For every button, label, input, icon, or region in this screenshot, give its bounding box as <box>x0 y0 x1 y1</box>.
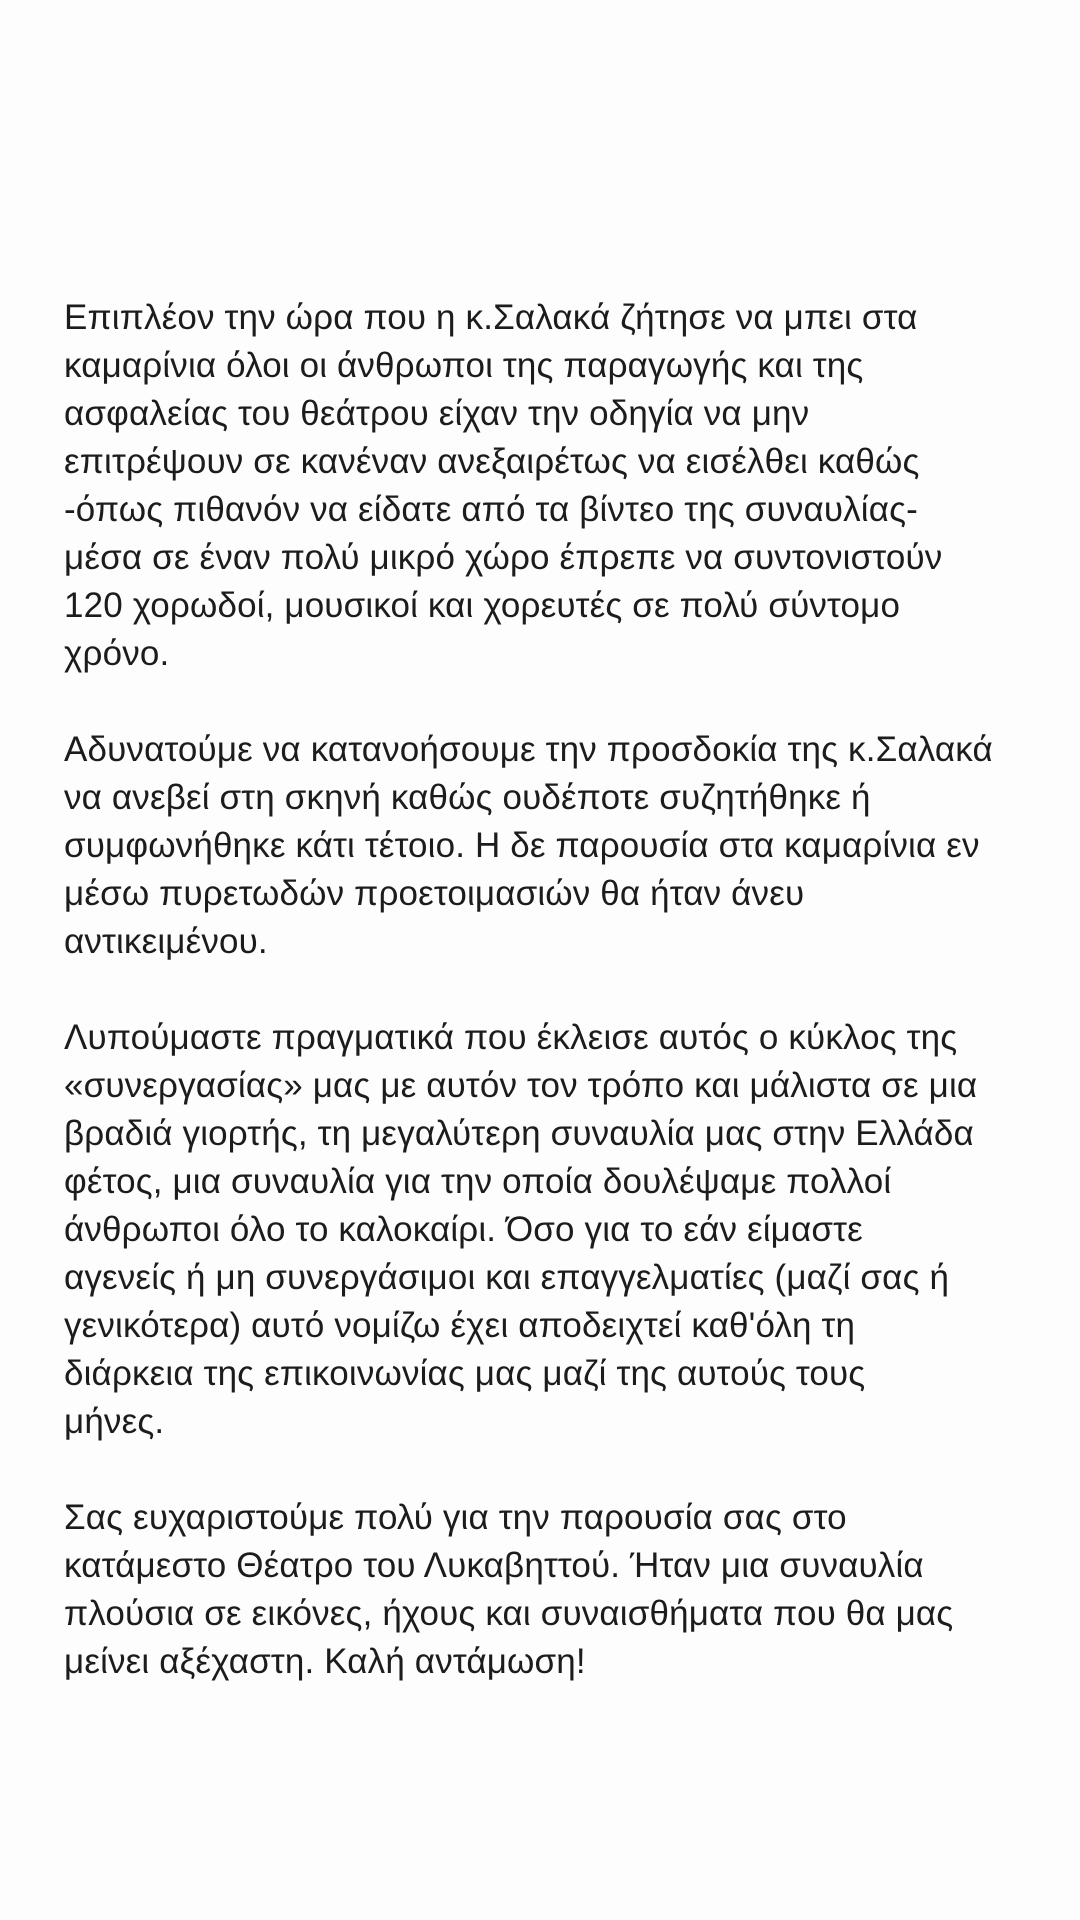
text-line: Επιπλέον την ώρα που η κ.Σαλακά ζήτησε να μπει στα <box>64 298 918 337</box>
text-line: καμαρίνια όλοι οι άνθρωποι της παραγωγής και της <box>64 346 864 385</box>
text-line: κατάμεστο Θέατρο του Λυκαβηττού. Ήταν μια συναυλία <box>64 1546 924 1585</box>
text-line: μέσω πυρετωδών προετοιμασιών θα ήταν άνευ <box>64 874 805 913</box>
text-line: χρόνο. <box>64 634 170 673</box>
text-line: συμφωνήθηκε κάτι τέτοιο. Η δε παρουσία στα καμαρίνια εν <box>64 826 980 865</box>
text-line: Αδυνατούμε να κατανοήσουμε την προσδοκία της κ.Σαλακά <box>64 730 993 769</box>
text-line: -όπως πιθανόν να είδατε από τα βίντεο της συναυλίας- <box>64 490 918 529</box>
text-line: «συνεργασίας» μας με αυτόν τον τρόπο και μάλιστα σε μια <box>64 1066 978 1105</box>
paragraph-1 <box>64 294 1054 678</box>
text-line: βραδιά γιορτής, τη μεγαλύτερη συναυλία μας στην Ελλάδα <box>64 1114 974 1153</box>
text-line: επιτρέψουν σε κανέναν ανεξαιρέτως να εισέλθει καθώς <box>64 442 920 481</box>
text-line: Λυπούμαστε πραγματικά που έκλεισε αυτός ο κύκλος της <box>64 1018 958 1057</box>
text-line: Σας ευχαριστούμε πολύ για την παρουσία σας στο <box>64 1498 847 1537</box>
text-line: αγενείς ή μη συνεργάσιμοι και επαγγελματίες (μαζί σας ή <box>64 1258 950 1297</box>
text-line: μείνει αξέχαστη. Καλή αντάμωση! <box>64 1642 586 1681</box>
text-line: γενικότερα) αυτό νομίζω έχει αποδειχτεί καθ'όλη τη <box>64 1306 856 1345</box>
text-line: πλούσια σε εικόνες, ήχους και συναισθήματα που θα μας <box>64 1594 954 1633</box>
text-line: μήνες. <box>64 1402 165 1441</box>
text-line: μέσα σε έναν πολύ μικρό χώρο έπρεπε να συντονιστούν <box>64 538 943 577</box>
paragraph-2 <box>64 726 1054 966</box>
paragraph-4 <box>64 1494 1054 1686</box>
text-line: να ανεβεί στη σκηνή καθώς ουδέποτε συζητήθηκε ή <box>64 778 871 817</box>
text-line: ασφαλείας του θεάτρου είχαν την οδηγία να μην <box>64 394 810 433</box>
text-line: άνθρωποι όλο το καλοκαίρι. Όσο για το εάν είμαστε <box>64 1210 863 1249</box>
text-line: 120 χορωδοί, μουσικοί και χορευτές σε πολύ σύντομο <box>64 586 901 625</box>
text-line: αντικειμένου. <box>64 922 268 961</box>
text-line: διάρκεια της επικοινωνίας μας μαζί της αυτούς τους <box>64 1354 866 1393</box>
statement-text <box>64 294 1054 1734</box>
text-line: φέτος, μια συναυλία για την οποία δουλέψαμε πολλοί <box>64 1162 892 1201</box>
paragraph-3 <box>64 1014 1054 1446</box>
